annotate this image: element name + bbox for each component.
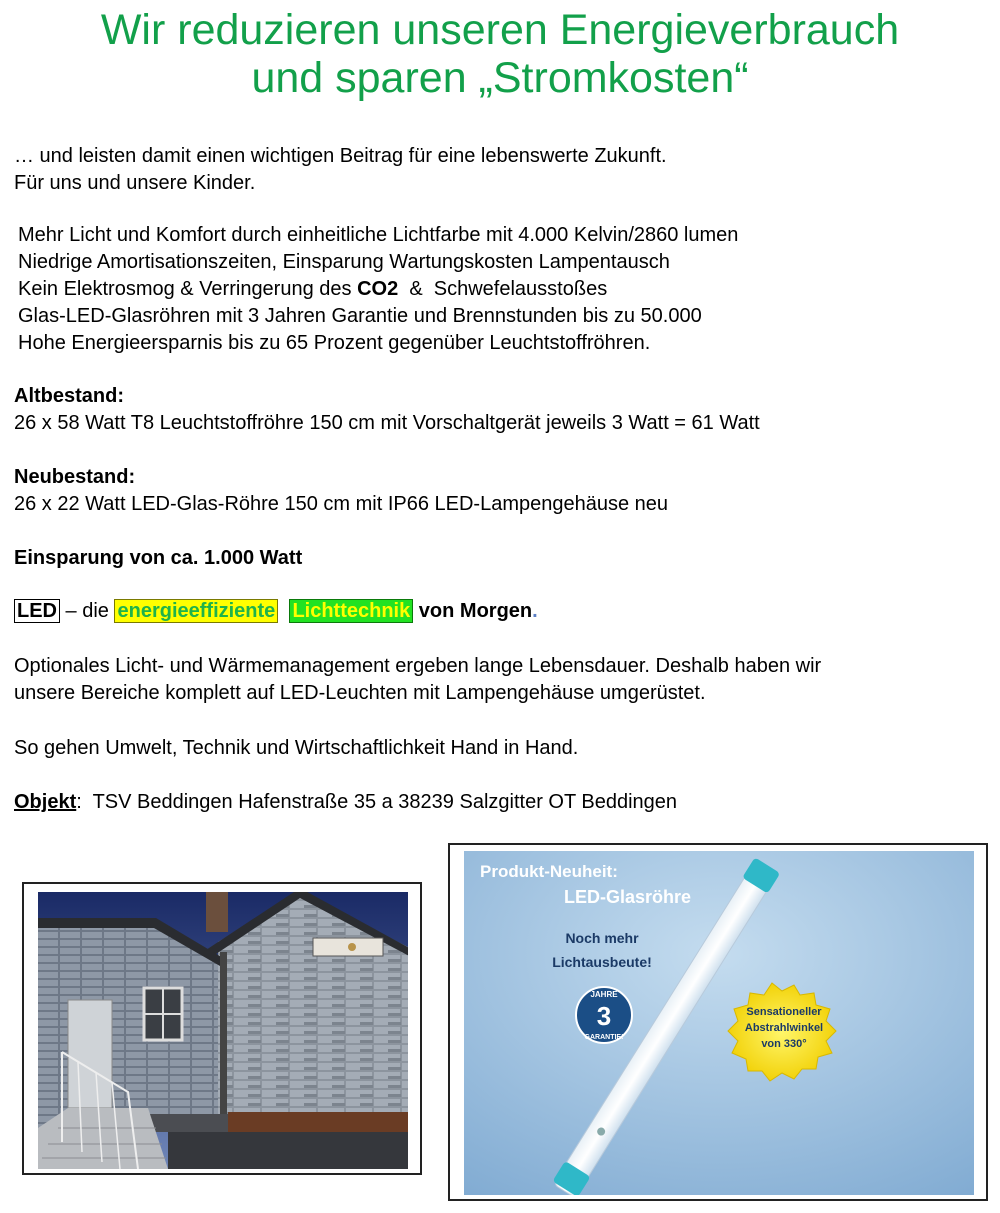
building-photo-frame xyxy=(22,882,422,1175)
title-line-1: Wir reduzieren unseren Energieverbrauch xyxy=(100,6,900,54)
neubestand-section xyxy=(14,464,668,518)
benefits-list xyxy=(18,222,738,357)
intro-paragraph xyxy=(14,143,667,197)
badge-top-text: JAHRE xyxy=(590,990,618,999)
co2-label: CO2 xyxy=(357,278,399,300)
ad-claim-1: Noch mehr xyxy=(565,930,639,946)
hand-in-hand-line: So gehen Umwelt, Technik und Wirtschaftlichkeit Hand in Hand. xyxy=(14,737,579,759)
intro-line-2: Für uns und unsere Kinder. xyxy=(14,172,256,194)
benefit-item: Glas-LED-Glasröhren mit 3 Jahren Garantie und Brennstunden bis zu 50.000 xyxy=(18,305,702,327)
led-dash-text: – die xyxy=(60,600,115,622)
ad-claim-2: Lichtausbeute! xyxy=(552,954,652,970)
intro-line-1: … und leisten damit einen wichtigen Beitrag für eine lebenswerte Zukunft. xyxy=(14,145,667,167)
benefit-item xyxy=(18,276,738,303)
product-ad xyxy=(464,851,974,1195)
highlight-lichttechnik: Lichttechnik xyxy=(289,599,413,623)
optional-line-2: unsere Bereiche komplett auf LED-Leuchten mit Lampengehäuse umgerüstet. xyxy=(14,682,706,704)
optional-line-1: Optionales Licht- und Wärmemanagement ergeben lange Lebensdauer. Deshalb haben wir xyxy=(14,655,822,677)
benefit-text: Kein Elektrosmog & Verringerung des xyxy=(18,278,358,300)
ad-headline-2: LED-Glasröhre xyxy=(564,887,692,907)
led-rest-text: von Morgen xyxy=(413,600,533,622)
burst-line-2: Abstrahlwinkel xyxy=(744,1022,824,1034)
objekt-colon: : xyxy=(76,791,82,813)
benefit-text: & Schwefelausstoßes xyxy=(398,278,608,300)
building-photo xyxy=(38,892,408,1169)
altbestand-heading: Altbestand: xyxy=(14,385,124,407)
highlight-energieeffizient: energieeffiziente xyxy=(114,599,278,623)
title-line-2: und sparen „Stromkosten“ xyxy=(251,54,749,102)
badge-bottom-text: GARANTIE! xyxy=(584,1034,624,1041)
objekt-line xyxy=(14,789,677,816)
einsparung-line: Einsparung von ca. 1.000 Watt xyxy=(14,547,303,569)
benefit-item: Mehr Licht und Komfort durch einheitliche Lichtfarbe mit 4.000 Kelvin/2860 lumen xyxy=(18,224,739,246)
page-title xyxy=(0,6,1000,102)
burst-line-1: Sensationeller xyxy=(746,1006,822,1018)
objekt-address: TSV Beddingen Hafenstraße 35 a 38239 Salzgitter OT Beddingen xyxy=(81,791,678,813)
product-ad-frame xyxy=(448,843,988,1201)
optional-paragraph xyxy=(14,653,821,707)
led-slogan xyxy=(14,598,538,625)
benefit-item: Niedrige Amortisationszeiten, Einsparung Wartungskosten Lampentausch xyxy=(18,251,670,273)
neubestand-text: 26 x 22 Watt LED-Glas-Röhre 150 cm mit IP66 LED-Lampengehäuse neu xyxy=(14,493,669,515)
led-boxed-label: LED xyxy=(14,599,60,623)
altbestand-section xyxy=(14,383,760,437)
benefit-item: Hohe Energieersparnis bis zu 65 Prozent gegenüber Leuchtstoffröhren. xyxy=(18,332,651,354)
neubestand-heading: Neubestand: xyxy=(14,466,136,488)
objekt-label: Objekt xyxy=(14,791,77,813)
led-period: . xyxy=(532,600,538,622)
burst-line-3: von 330° xyxy=(761,1038,807,1050)
altbestand-text: 26 x 58 Watt T8 Leuchtstoffröhre 150 cm mit Vorschaltgerät jeweils 3 Watt = 61 Watt xyxy=(14,412,760,434)
guarantee-badge xyxy=(576,987,632,1043)
badge-number: 3 xyxy=(596,1001,612,1031)
ad-headline-1: Produkt-Neuheit: xyxy=(480,862,618,881)
